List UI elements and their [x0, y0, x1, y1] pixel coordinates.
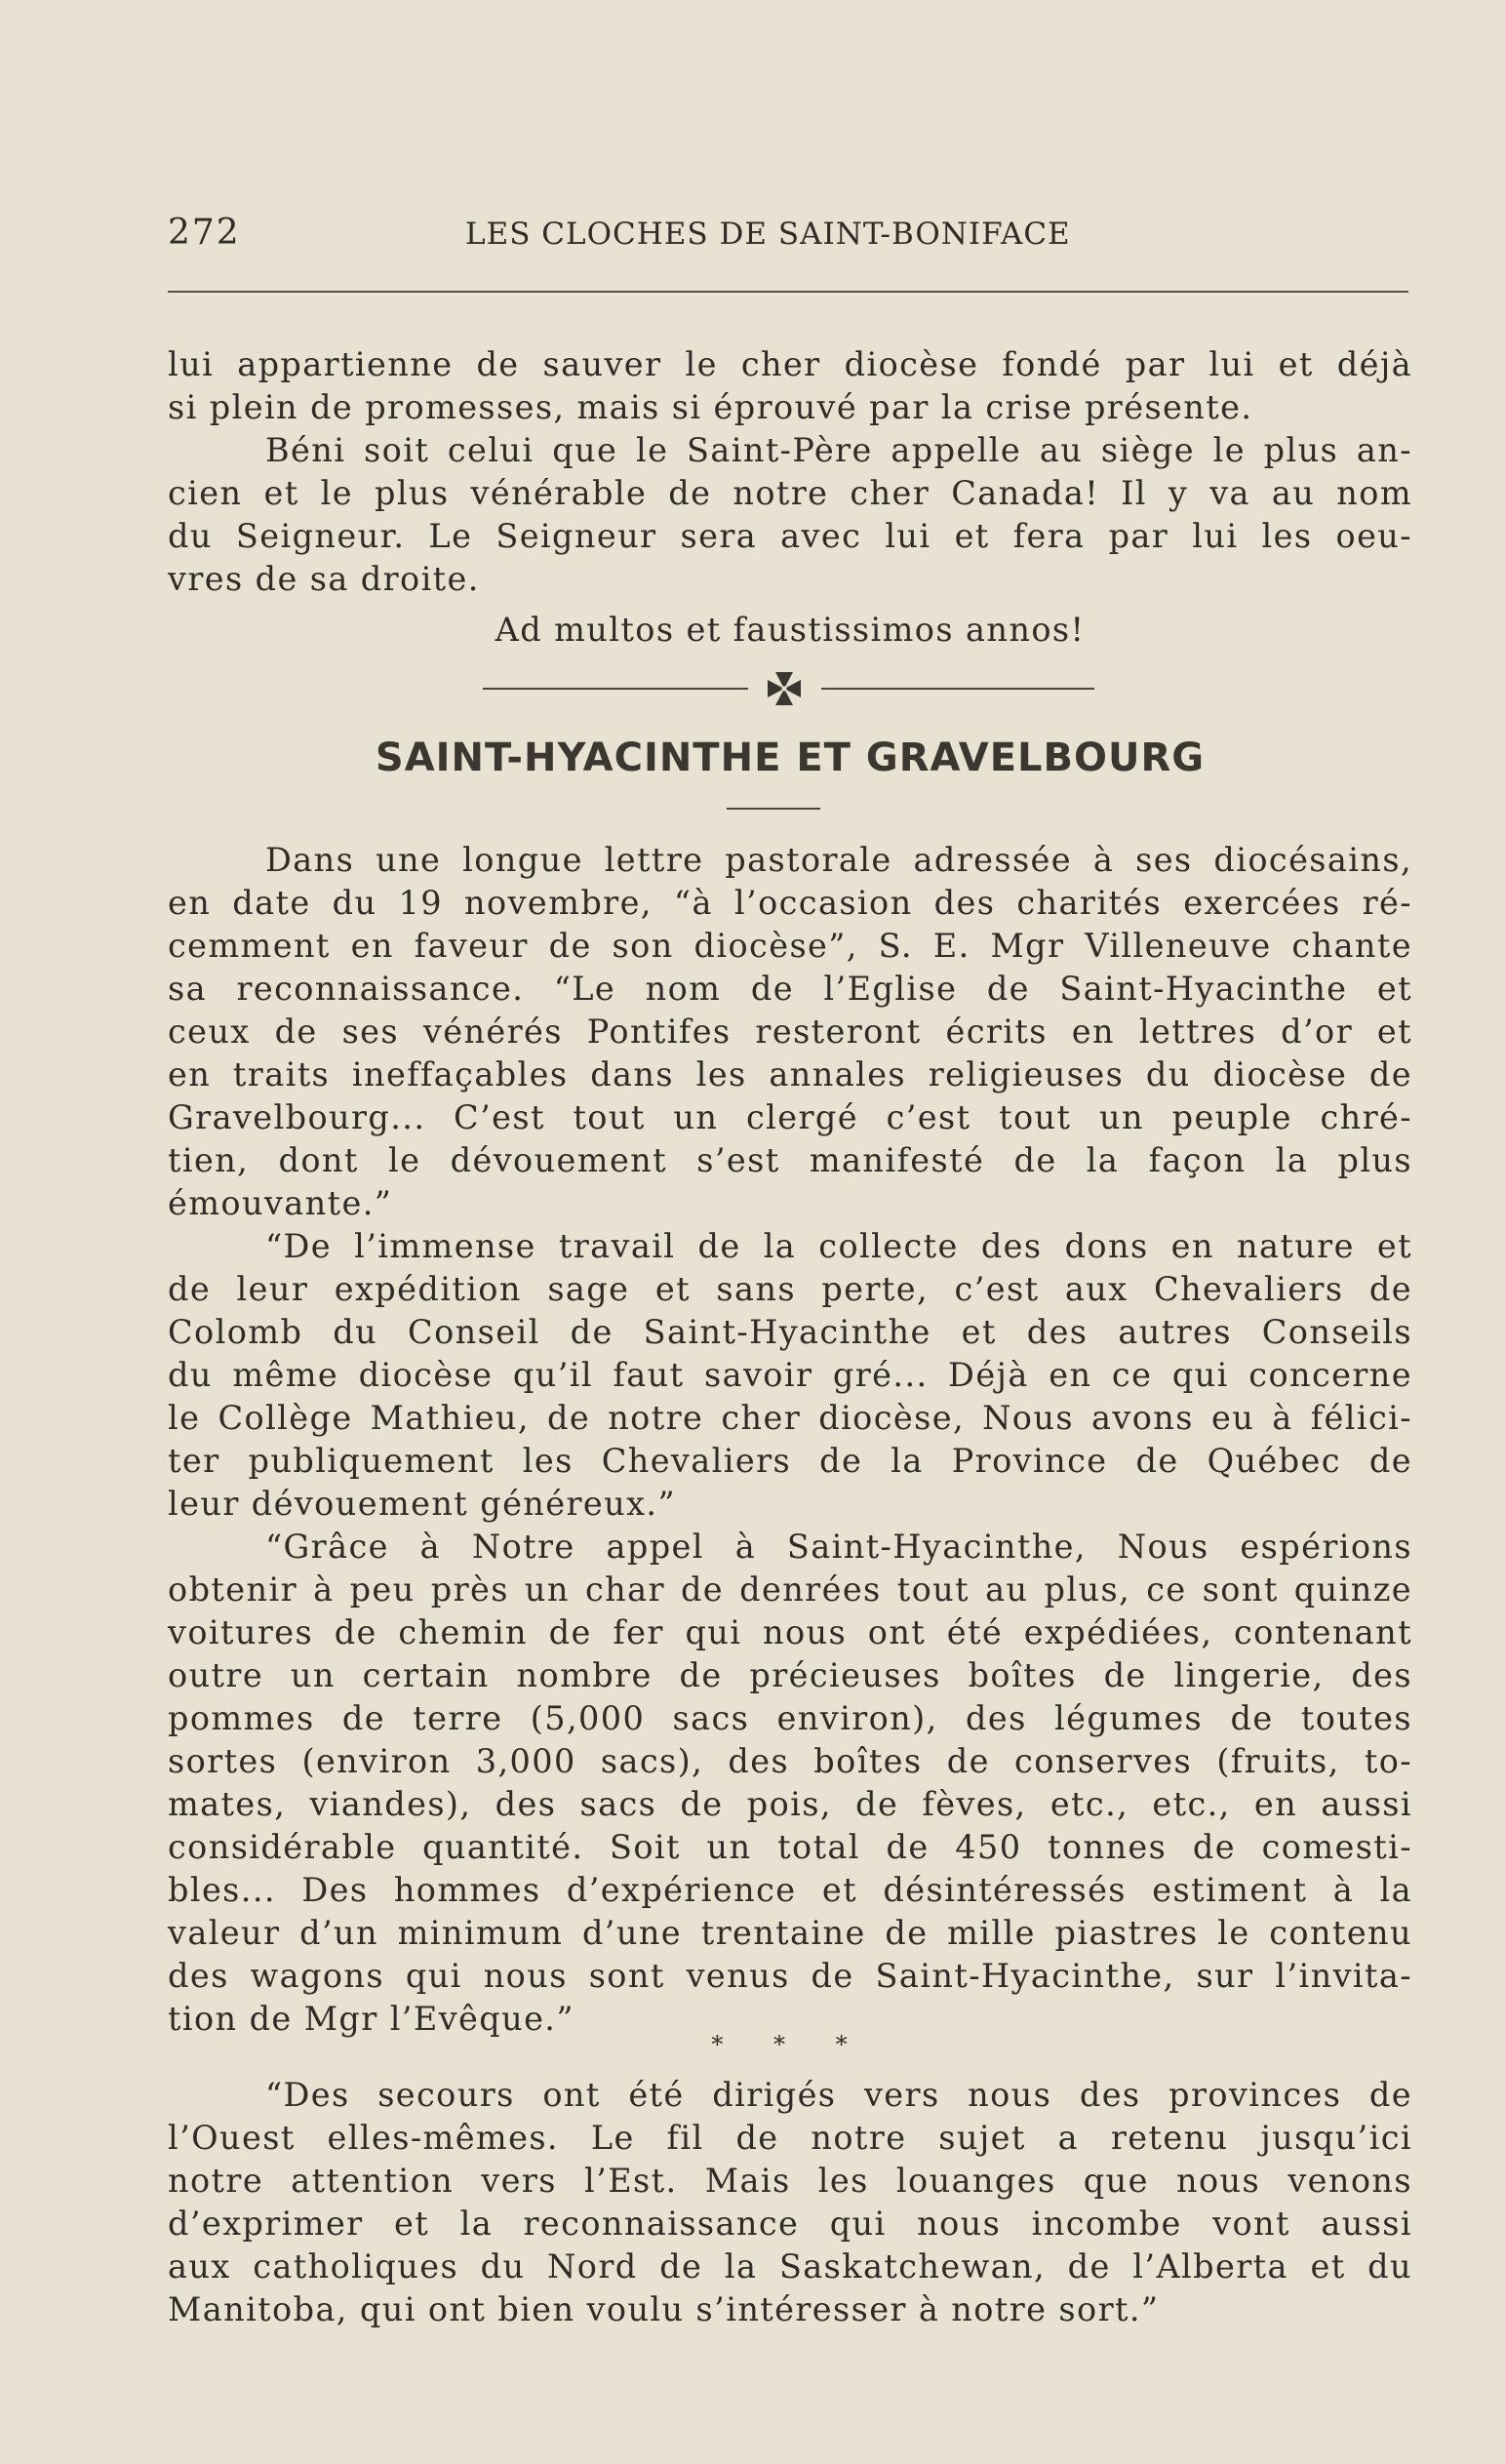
closing-line: Ad multos et faustissimos annos! — [495, 611, 1086, 649]
section-title: SAINT-HYACINTHE ET GRAVELBOURG — [375, 735, 1206, 780]
text-line: le Collège Mathieu, de notre cher diocèse, Nous avons eu à félici- — [168, 1399, 1412, 1437]
text-line: Manitoba, qui ont bien voulu s’intéresser à notre sort.” — [168, 2290, 1160, 2328]
section-paragraph-1 — [168, 839, 1412, 1225]
text-line: tion de Mgr l’Evêque.” — [168, 2000, 574, 2038]
text-line: si plein de promesses, mais si éprouvé par la crise présente. — [168, 388, 1253, 426]
maltese-cross-icon — [765, 669, 804, 708]
text-line: “Des secours ont été dirigés vers nous des provinces de — [265, 2076, 1412, 2114]
text-line: du même diocèse qu’il faut savoir gré... Déjà en ce qui concerne — [168, 1356, 1412, 1394]
text-line: en date du 19 novembre, “à l’occasion des charités exercées ré- — [168, 884, 1412, 922]
section-ornament — [168, 669, 1412, 708]
text-line: Béni soit celui que le Saint-Père appelle au siège le plus an- — [265, 431, 1412, 469]
section-separator: * * * — [711, 2031, 869, 2058]
text-line: ter publiquement les Chevaliers de la Province de Québec de — [168, 1442, 1412, 1480]
text-line: Dans une longue lettre pastorale adressée à ses diocésains, — [265, 841, 1412, 879]
text-line: notre attention vers l’Est. Mais les louanges que nous venons — [168, 2162, 1412, 2200]
text-line: outre un certain nombre de précieuses boîtes de lingerie, des — [168, 1656, 1412, 1694]
text-line: l’Ouest elles-mêmes. Le fil de notre sujet a retenu jusqu’ici — [168, 2119, 1412, 2157]
text-line: Colomb du Conseil de Saint-Hyacinthe et des autres Conseils — [168, 1313, 1412, 1351]
text-line: ceux de ses vénérés Pontifes resteront écrits en lettres d’or et — [168, 1013, 1412, 1051]
text-line: leur dévouement généreux.” — [168, 1485, 676, 1523]
text-line: sa reconnaissance. “Le nom de l’Eglise de Saint-Hyacinthe et — [168, 970, 1412, 1008]
text-line: vres de sa droite. — [168, 560, 480, 598]
intro-paragraph-1 — [168, 343, 1412, 429]
text-line: sortes (environ 3,000 sacs), des boîtes de conserves (fruits, to- — [168, 1742, 1412, 1780]
text-line: mates, viandes), des sacs de pois, de fèves, etc., etc., en aussi — [168, 1785, 1412, 1823]
text-line: valeur d’un minimum d’une trentaine de mille piastres le contenu — [168, 1914, 1412, 1952]
text-line: considérable quantité. Soit un total de 450 tonnes de comesti- — [168, 1828, 1412, 1866]
header-rule — [168, 291, 1408, 293]
text-line: voitures de chemin de fer qui nous ont été expédiées, contenant — [168, 1613, 1412, 1651]
text-line: “Grâce à Notre appel à Saint-Hyacinthe, Nous espérions — [265, 1528, 1412, 1566]
text-line: Gravelbourg... C’est tout un clergé c’est tout un peuple chré- — [168, 1098, 1412, 1136]
ornament-rule-left — [483, 688, 748, 690]
text-line: du Seigneur. Le Seigneur sera avec lui et fera par lui les oeu- — [168, 517, 1412, 555]
text-line: lui appartienne de sauver le cher diocèse fondé par lui et déjà — [168, 345, 1412, 383]
text-line: de leur expédition sage et sans perte, c’est aux Chevaliers de — [168, 1270, 1412, 1308]
running-head — [168, 213, 1408, 261]
ornament-rule-right — [821, 688, 1094, 690]
text-line: cemment en faveur de son diocèse”, S. E. Mgr Villeneuve chante — [168, 927, 1412, 965]
text-line: bles... Des hommes d’expérience et désintéressés estiment à la — [168, 1871, 1412, 1909]
text-line: “De l’immense travail de la collecte des dons en nature et — [265, 1227, 1412, 1265]
text-line: obtenir à peu près un char de denrées tout au plus, ce sont quinze — [168, 1570, 1412, 1609]
section-paragraph-4 — [168, 2074, 1412, 2331]
running-title: LES CLOCHES DE SAINT-BONIFACE — [465, 217, 1071, 252]
text-line: pommes de terre (5,000 sacs environ), des légumes de toutes — [168, 1699, 1412, 1737]
text-line: aux catholiques du Nord de la Saskatchewan, de l’Alberta et du — [168, 2247, 1412, 2285]
section-paragraph-3 — [168, 1526, 1412, 2041]
intro-paragraph-2 — [168, 429, 1412, 601]
section-paragraph-2 — [168, 1225, 1412, 1526]
page-number: 272 — [168, 213, 241, 253]
text-line: tien, dont le dévouement s’est manifesté de la façon la plus — [168, 1141, 1412, 1179]
text-line: des wagons qui nous sont venus de Saint-Hyacinthe, sur l’invita- — [168, 1957, 1412, 1995]
title-rule — [727, 808, 820, 810]
text-line: d’exprimer et la reconnaissance qui nous incombe vont aussi — [168, 2205, 1412, 2243]
text-line: cien et le plus vénérable de notre cher Canada! Il y va au nom — [168, 474, 1412, 512]
text-line: émouvante.” — [168, 1184, 393, 1222]
text-line: en traits ineffaçables dans les annales religieuses du diocèse de — [168, 1055, 1412, 1093]
